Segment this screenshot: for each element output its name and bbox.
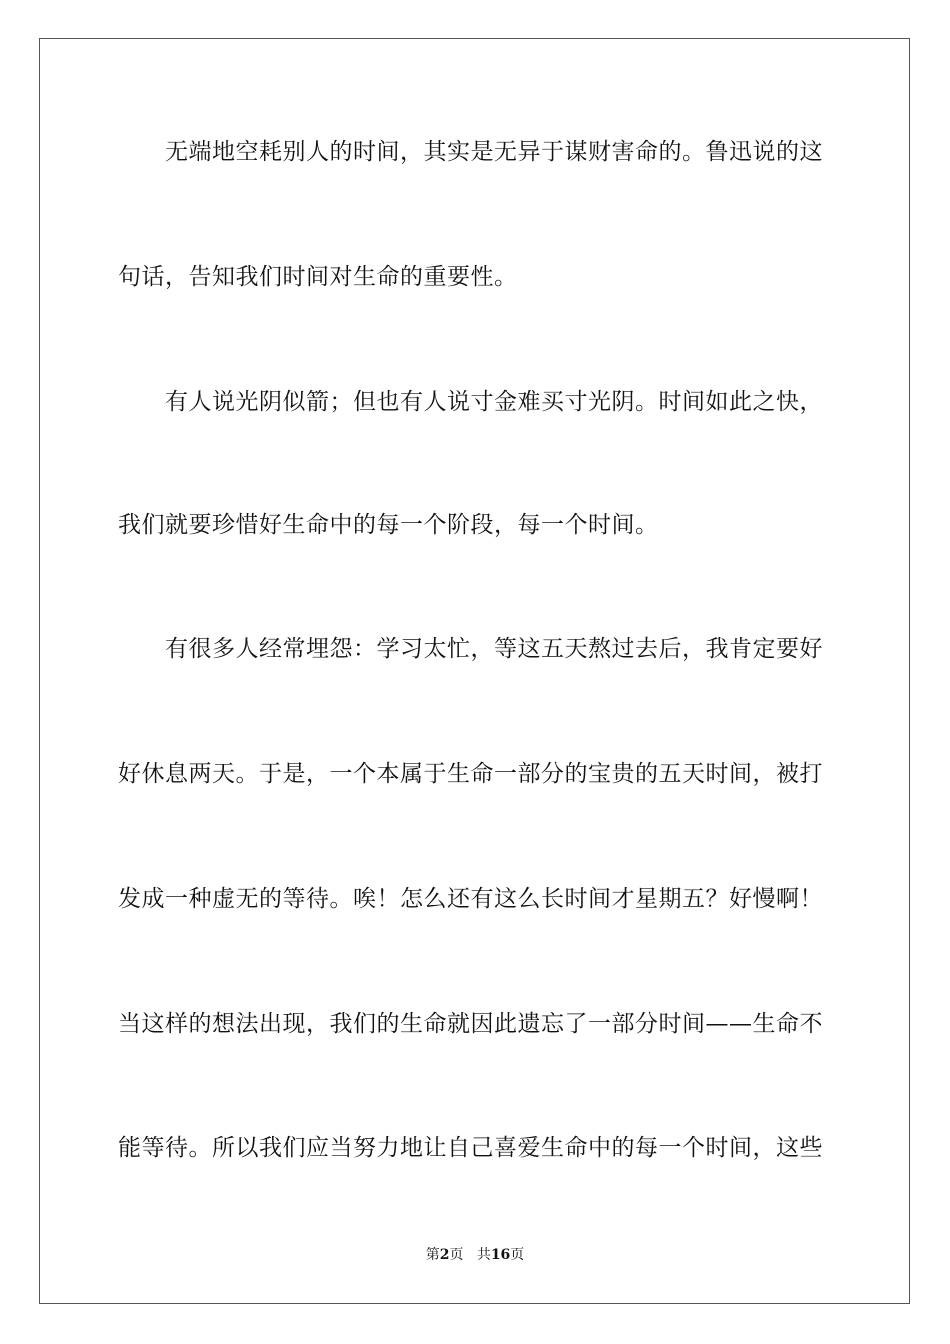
text-line: 无端地空耗别人的时间，其实是无异于谋财害命的。鲁迅说的这 xyxy=(118,139,823,165)
text-line: 能等待。所以我们应当努力地让自己喜爱生命中的每一个时间，这些 xyxy=(118,1135,823,1161)
text-line: 我们就要珍惜好生命中的每一个阶段，每一个时间。 xyxy=(118,512,659,538)
page-prefix: 第 xyxy=(425,1247,440,1263)
text-line: 发成一种虚无的等待。唉！怎么还有这么长时间才星期五？好慢啊！ xyxy=(118,886,823,912)
text-line: 有人说光阴似箭；但也有人说寸金难买寸光阴。时间如此之快， xyxy=(118,389,823,415)
total-pages: 16 xyxy=(490,1247,511,1263)
text-line: 当这样的想法出现，我们的生命就因此遗忘了一部分时间——生命不 xyxy=(118,1011,823,1037)
page-suffix: 页 xyxy=(449,1247,464,1263)
page-number: 2 xyxy=(439,1247,450,1263)
text-line: 好休息两天。于是，一个本属于生命一部分的宝贵的五天时间，被打 xyxy=(118,761,823,787)
total-prefix: 共 xyxy=(476,1247,491,1263)
text-line: 句话，告知我们时间对生命的重要性。 xyxy=(118,264,518,290)
total-suffix: 页 xyxy=(510,1247,525,1263)
page-footer xyxy=(0,1246,950,1264)
page-frame xyxy=(39,38,910,1304)
text-line: 有很多人经常埋怨：学习太忙，等这五天熬过去后，我肯定要好 xyxy=(118,636,823,662)
